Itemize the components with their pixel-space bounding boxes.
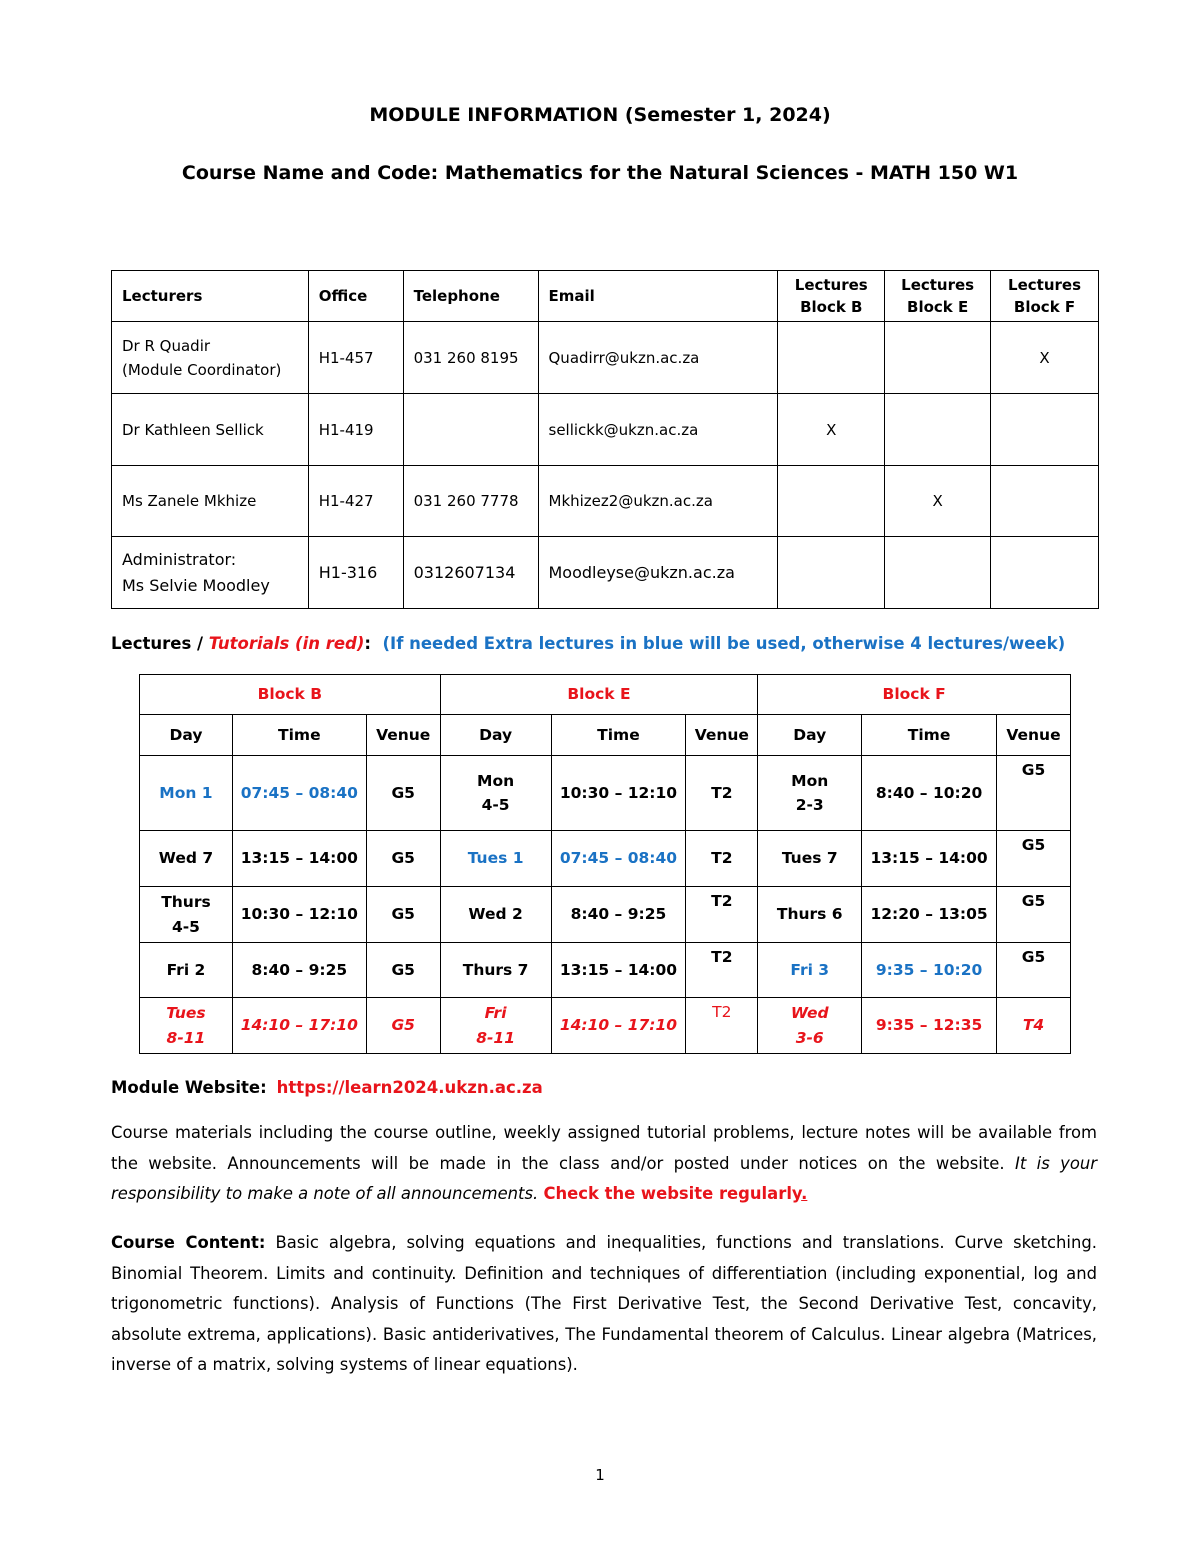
lecturers-table — [111, 270, 1099, 609]
page-number: 1 — [595, 1466, 605, 1484]
block-b-time: 07:45 – 08:40 — [232, 756, 366, 831]
check-website-note: Check the website regularly — [543, 1184, 802, 1203]
block-f-day: Fri 3 — [758, 943, 862, 998]
block-e-venue: T2 — [686, 756, 758, 831]
course-content-label: Course Content: — [111, 1233, 266, 1252]
lecturer-name: Dr Kathleen Sellick — [112, 394, 309, 466]
website-link[interactable]: https://learn2024.ukzn.ac.za — [276, 1078, 543, 1097]
block-b-venue: G5 — [366, 998, 440, 1054]
lecturer-email: Mkhizez2@ukzn.ac.za — [538, 466, 778, 537]
schedule-table — [139, 674, 1071, 1054]
lecturer-name: Ms Zanele Mkhize — [112, 466, 309, 537]
lecturer-phone — [403, 394, 538, 466]
lecturer-block-e — [885, 394, 991, 466]
column-header-row — [140, 715, 1071, 756]
block-b-venue: G5 — [366, 831, 440, 887]
check-website-period: . — [801, 1184, 808, 1203]
block-f-day: Tues 7 — [758, 831, 862, 887]
lecturer-office: H1-419 — [308, 394, 403, 466]
lecturer-block-e — [885, 537, 991, 609]
header-block-f: Lectures Block F — [991, 271, 1099, 322]
block-e-day: Fri 8-11 — [440, 998, 551, 1054]
block-b-day: Tues 8-11 — [140, 998, 233, 1054]
block-e-day: Tues 1 — [440, 831, 551, 887]
table-row — [140, 756, 1071, 831]
block-b-time: 14:10 – 17:10 — [232, 998, 366, 1054]
table-row — [112, 322, 1099, 394]
block-f-venue: G5 — [996, 943, 1070, 998]
table-row — [112, 466, 1099, 537]
col-day: Day — [758, 715, 862, 756]
lecturer-name: Dr R Quadir (Module Coordinator) — [112, 322, 309, 394]
block-f-day: Wed 3-6 — [758, 998, 862, 1054]
header-office: Office — [308, 271, 403, 322]
block-f-day: Thurs 6 — [758, 887, 862, 943]
table-row — [112, 394, 1099, 466]
block-e-day: Thurs 7 — [440, 943, 551, 998]
course-content-paragraph — [111, 1228, 1097, 1381]
block-e-day: Wed 2 — [440, 887, 551, 943]
table-row — [112, 537, 1099, 609]
module-website — [111, 1078, 543, 1097]
lectures-legend — [111, 634, 1065, 653]
block-e-time: 8:40 – 9:25 — [551, 887, 686, 943]
lecturer-office: H1-316 — [308, 537, 403, 609]
block-e-time: 07:45 – 08:40 — [551, 831, 686, 887]
block-f-time: 9:35 – 12:35 — [862, 998, 997, 1054]
block-e-venue: T2 — [686, 943, 758, 998]
block-f-time: 9:35 – 10:20 — [862, 943, 997, 998]
block-f-venue: G5 — [996, 887, 1070, 943]
col-day: Day — [140, 715, 233, 756]
header-lecturers: Lecturers — [112, 271, 309, 322]
header-block-e: Lectures Block E — [885, 271, 991, 322]
block-e-time: 13:15 – 14:00 — [551, 943, 686, 998]
block-e-header: Block E — [440, 675, 758, 715]
block-b-time: 10:30 – 12:10 — [232, 887, 366, 943]
col-time: Time — [551, 715, 686, 756]
lecturer-block-f — [991, 537, 1099, 609]
lecturer-block-b — [778, 466, 885, 537]
block-e-venue: T2 — [686, 998, 758, 1054]
table-row — [140, 887, 1071, 943]
col-venue: Venue — [366, 715, 440, 756]
table-row — [140, 831, 1071, 887]
block-b-venue: G5 — [366, 756, 440, 831]
lecturer-block-b — [778, 537, 885, 609]
block-b-day: Wed 7 — [140, 831, 233, 887]
lecturer-name: Administrator: Ms Selvie Moodley — [112, 537, 309, 609]
lecturer-block-b — [778, 322, 885, 394]
block-b-time: 8:40 – 9:25 — [232, 943, 366, 998]
lecturer-block-b: X — [778, 394, 885, 466]
lecturer-phone: 031 260 8195 — [403, 322, 538, 394]
page-title: MODULE INFORMATION (Semester 1, 2024) — [369, 104, 831, 126]
col-time: Time — [232, 715, 366, 756]
materials-text: Course materials including the course outline, weekly assigned tutorial problems, lecture notes will be available from the website. Announcements will be made in the class and/or posted under notices on the website. — [111, 1123, 1097, 1173]
block-f-time: 13:15 – 14:00 — [862, 831, 997, 887]
lecturer-block-e: X — [885, 466, 991, 537]
block-b-time: 13:15 – 14:00 — [232, 831, 366, 887]
lecturer-block-f — [991, 394, 1099, 466]
col-venue: Venue — [686, 715, 758, 756]
block-f-day: Mon 2-3 — [758, 756, 862, 831]
lecturer-block-f: X — [991, 322, 1099, 394]
block-e-time: 10:30 – 12:10 — [551, 756, 686, 831]
block-b-day: Fri 2 — [140, 943, 233, 998]
block-b-day: Mon 1 — [140, 756, 233, 831]
block-f-venue: T4 — [996, 998, 1070, 1054]
col-day: Day — [440, 715, 551, 756]
materials-responsibility-note: It is your responsibility to make a note of all announcements. — [111, 1153, 1097, 1203]
legend-extra-lectures: (If needed Extra lectures in blue will be used, otherwise 4 lectures/week) — [382, 634, 1066, 653]
block-e-day: Mon 4-5 — [440, 756, 551, 831]
block-f-time: 12:20 – 13:05 — [862, 887, 997, 943]
block-b-venue: G5 — [366, 943, 440, 998]
lecturer-email: sellickk@ukzn.ac.za — [538, 394, 778, 466]
block-e-time: 14:10 – 17:10 — [551, 998, 686, 1054]
lecturer-email: Quadirr@ukzn.ac.za — [538, 322, 778, 394]
block-b-day: Thurs 4-5 — [140, 887, 233, 943]
block-e-venue: T2 — [686, 887, 758, 943]
lecturer-office: H1-457 — [308, 322, 403, 394]
table-row — [140, 998, 1071, 1054]
block-b-venue: G5 — [366, 887, 440, 943]
block-f-venue: G5 — [996, 756, 1070, 831]
lecturer-block-e — [885, 322, 991, 394]
legend-tutorials: Tutorials (in red) — [208, 634, 365, 653]
block-f-header: Block F — [758, 675, 1071, 715]
header-telephone: Telephone — [403, 271, 538, 322]
col-venue: Venue — [996, 715, 1070, 756]
lecturers-header-row — [112, 271, 1099, 322]
lecturer-block-f — [991, 466, 1099, 537]
block-f-time: 8:40 – 10:20 — [862, 756, 997, 831]
header-block-b: Lectures Block B — [778, 271, 885, 322]
block-e-venue: T2 — [686, 831, 758, 887]
materials-paragraph — [111, 1118, 1097, 1210]
legend-lectures: Lectures / — [111, 634, 209, 653]
lecturer-phone: 0312607134 — [403, 537, 538, 609]
legend-colon: : — [364, 634, 383, 653]
lecturer-phone: 031 260 7778 — [403, 466, 538, 537]
website-label: Module Website: — [111, 1078, 267, 1097]
course-name-code: Course Name and Code: Mathematics for the Natural Sciences - MATH 150 W1 — [181, 162, 1019, 184]
block-f-venue: G5 — [996, 831, 1070, 887]
block-header-row — [140, 675, 1071, 715]
block-b-header: Block B — [140, 675, 441, 715]
table-row — [140, 943, 1071, 998]
course-content-text: Basic algebra, solving equations and inequalities, functions and translations. Curve sketching. Binomial Theorem. Limits and continuity. Definition and techniques of differentiation (including exponential, log and trigonometric functions). Analysis of Functions (The First Derivative Test, the Second Derivative Test, concavity, absolute extrema, applications). Basic antiderivatives, The Fundamental theorem of Calculus. Linear algebra (Matrices, inverse of a matrix, solving systems of linear equations). — [111, 1233, 1097, 1374]
header-email: Email — [538, 271, 778, 322]
lecturer-email: Moodleyse@ukzn.ac.za — [538, 537, 778, 609]
col-time: Time — [862, 715, 997, 756]
lecturer-office: H1-427 — [308, 466, 403, 537]
